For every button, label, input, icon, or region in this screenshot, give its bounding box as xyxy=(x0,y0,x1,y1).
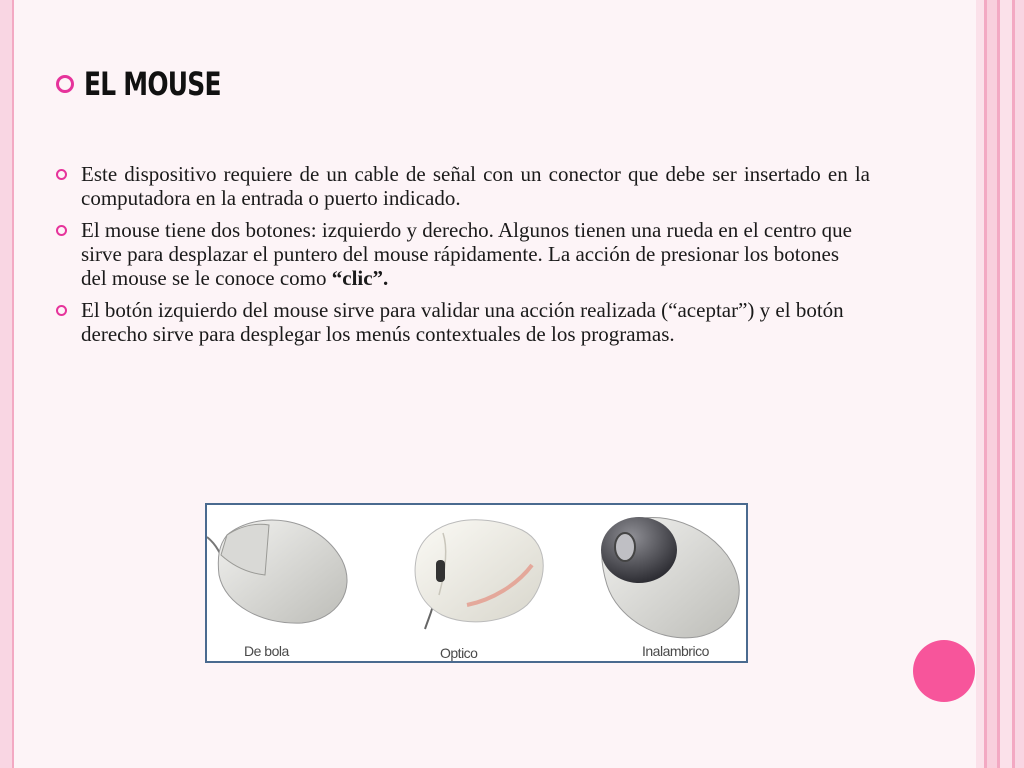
title-bullet-icon xyxy=(56,75,74,93)
bullet-text-part: El mouse tiene dos botones: izquierdo y derecho. Algunos tienen una rueda en el centro que sirve para desplazar el puntero del mouse rápidamente. La acción de presionar los botones del mouse se le conoce como xyxy=(81,218,852,290)
bullet-icon xyxy=(56,169,67,180)
mouse-types-image xyxy=(205,503,748,663)
list-item xyxy=(52,298,870,346)
pink-circle-decoration xyxy=(913,640,975,702)
mouse-illustrations xyxy=(207,505,746,661)
bullet-text: El botón izquierdo del mouse sirve para validar una acción realizada (“aceptar”) y el botón derecho sirve para desplegar los menús contextuales de los programas. xyxy=(81,298,844,346)
wireless-mouse-label: Inalambrico xyxy=(642,643,709,659)
list-item xyxy=(52,162,870,210)
bullet-text xyxy=(81,218,861,290)
bullet-text: Este dispositivo requiere de un cable de señal con un conector que debe ser insertado en la computadora en la entrada o puerto indicado. xyxy=(81,162,870,210)
bullet-list xyxy=(52,162,870,354)
right-decorative-stripes xyxy=(976,0,1024,768)
optical-mouse-icon xyxy=(415,520,543,629)
bullet-text-bold: “clic”. xyxy=(331,266,389,290)
ball-mouse-label: De bola xyxy=(244,643,289,659)
optical-mouse-label: Optico xyxy=(440,645,478,661)
list-item xyxy=(52,218,870,290)
bullet-icon xyxy=(56,305,67,316)
slide-title: EL MOUSE xyxy=(84,65,221,103)
left-border-strip xyxy=(0,0,14,768)
bullet-icon xyxy=(56,225,67,236)
wireless-mouse-icon xyxy=(601,517,739,638)
title-row xyxy=(56,65,259,103)
ball-mouse-icon xyxy=(207,520,347,623)
